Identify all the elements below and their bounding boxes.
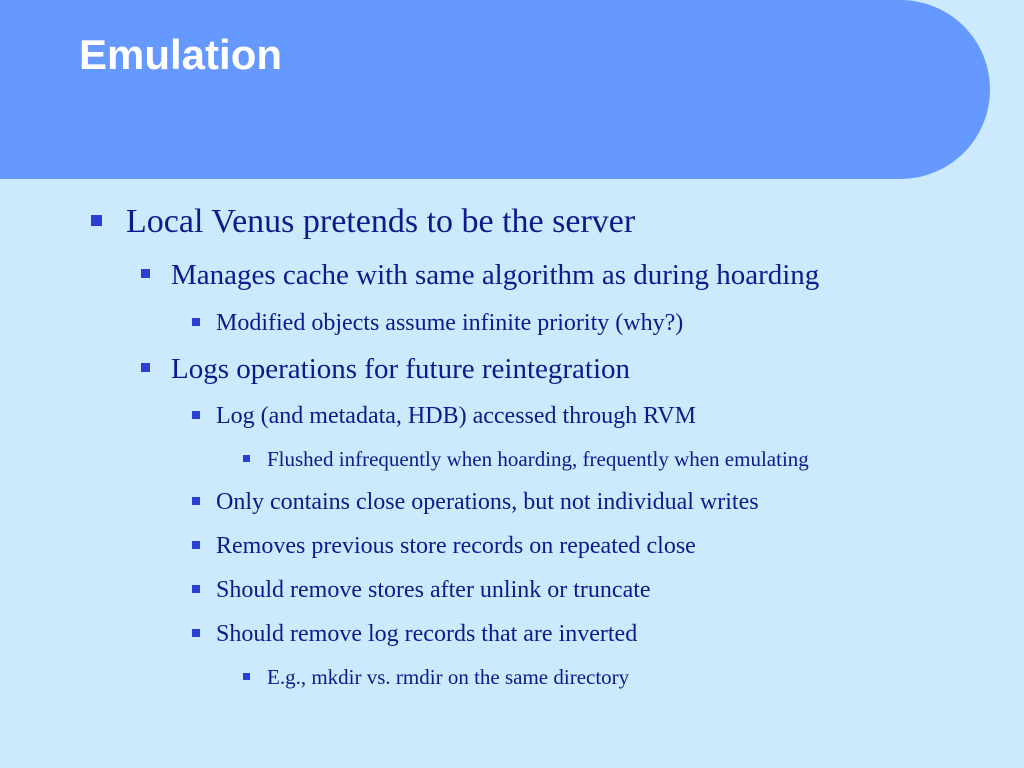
bullet-text: Flushed infrequently when hoarding, frequently when emulating	[267, 447, 809, 471]
bullet-text: Removes previous store records on repeated close	[216, 533, 696, 559]
slide-title: Emulation	[79, 31, 283, 78]
square-bullet-icon	[243, 455, 250, 462]
bullet-text: Modified objects assume infinite priority (why?)	[216, 310, 684, 336]
square-bullet-icon	[192, 629, 200, 637]
bullet-item	[126, 202, 635, 242]
square-bullet-icon	[192, 497, 200, 505]
square-bullet-icon	[192, 318, 200, 326]
bullet-text: Only contains close operations, but not individual writes	[216, 489, 759, 515]
bullet-item	[216, 532, 696, 560]
bullet-item	[216, 488, 759, 516]
bullet-item	[171, 352, 630, 386]
bullet-text: Should remove stores after unlink or truncate	[216, 577, 651, 603]
square-bullet-icon	[192, 541, 200, 549]
square-bullet-icon	[192, 411, 200, 419]
bullet-item	[216, 576, 651, 604]
bullet-item	[216, 620, 637, 648]
bullet-text: Logs operations for future reintegration	[171, 353, 631, 385]
bullet-item	[267, 447, 809, 471]
square-bullet-icon	[141, 363, 150, 372]
bullet-item	[216, 402, 696, 430]
bullet-text: E.g., mkdir vs. rmdir on the same directory	[267, 665, 630, 689]
bullet-item	[216, 309, 683, 337]
bullet-item	[171, 258, 819, 292]
square-bullet-icon	[141, 269, 150, 278]
bullet-item	[267, 665, 629, 689]
bullet-text: Local Venus pretends to be the server	[126, 203, 636, 240]
bullet-text: Should remove log records that are inverted	[216, 621, 638, 647]
square-bullet-icon	[192, 585, 200, 593]
bullet-text: Log (and metadata, HDB) accessed through RVM	[216, 403, 696, 429]
bullet-text: Manages cache with same algorithm as during hoarding	[171, 259, 820, 291]
square-bullet-icon	[243, 673, 250, 680]
square-bullet-icon	[91, 215, 102, 226]
